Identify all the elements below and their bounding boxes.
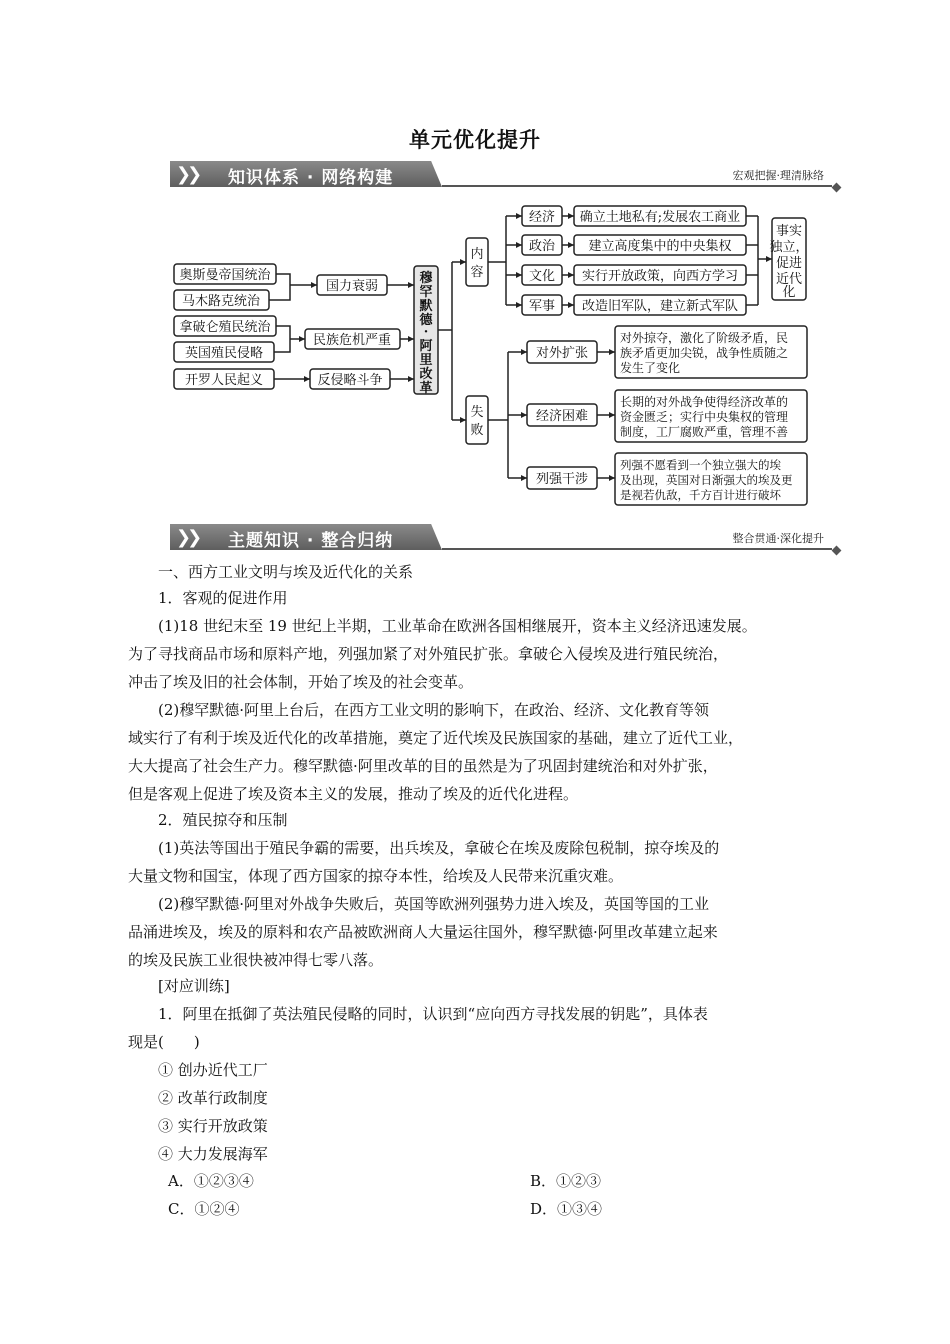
statement-item: ② 改革行政制度 bbox=[158, 1089, 268, 1107]
paragraph-line: 大量文物和国宝，体现了西方国家的掠夺本性，给埃及人民带来沉重灾难。 bbox=[128, 867, 624, 885]
center-char: 阿 bbox=[419, 339, 433, 354]
statement-item: ① 创办近代工厂 bbox=[158, 1061, 268, 1079]
banner-subtitle: 宏观把握·理清脉络 bbox=[732, 169, 824, 182]
failure-desc-line: 发生了变化 bbox=[620, 361, 681, 375]
paragraph-line: 域实行了有利于埃及近代化的改革措施，奠定了近代埃及民族国家的基础，建立了近代工业， bbox=[128, 729, 744, 747]
content-cat-military: 军事 bbox=[528, 299, 556, 314]
paragraph-line: 为了寻找商品市场和原料产地，列强加紧了对外殖民扩张。拿破仑入侵埃及进行殖民统治， bbox=[128, 645, 729, 663]
result-line: 独立， bbox=[769, 240, 809, 255]
option-a[interactable]: A．①②③④ bbox=[168, 1172, 254, 1190]
center-char: 里 bbox=[419, 353, 433, 368]
option-c[interactable]: C．①②④ bbox=[168, 1200, 240, 1218]
question-1 bbox=[128, 1000, 825, 1056]
center-char: 革 bbox=[419, 381, 433, 396]
paragraph-line: 但是客观上促进了埃及资本主义的发展，推动了埃及的近代化进程。 bbox=[128, 785, 579, 803]
failure-desc-line: 制度，工厂腐败严重，管理不善 bbox=[620, 425, 789, 439]
banner-dot: · bbox=[306, 531, 315, 551]
statement-item: ③ 实行开放政策 bbox=[158, 1117, 268, 1135]
content-desc-military: 改造旧军队，建立新式军队 bbox=[581, 299, 739, 314]
failure-desc-line: 对外掠夺，激化了阶级矛盾，民 bbox=[620, 331, 789, 345]
content-cat-economy: 经济 bbox=[528, 210, 556, 225]
failure-desc-line: 列强不愿看到一个独立强大的埃 bbox=[620, 458, 781, 472]
statement-item: ④ 大力发展海军 bbox=[158, 1145, 268, 1163]
cause-britain: 英国殖民侵略 bbox=[184, 346, 264, 361]
failure-cat-economic: 经济困难 bbox=[535, 409, 589, 424]
banner-right-text: 整合归纳 bbox=[321, 531, 394, 551]
chevron-double-right-icon: ❯❯ bbox=[176, 164, 199, 185]
option-b[interactable]: B．①②③ bbox=[530, 1172, 602, 1190]
banner-left-text: 知识体系 bbox=[228, 168, 300, 188]
cause-napoleon: 拿破仑殖民统治 bbox=[179, 320, 271, 335]
section-banner-topic-knowledge bbox=[170, 524, 840, 550]
question-line: 现是( ) bbox=[128, 1033, 200, 1051]
cause-cairo-uprising: 开罗人民起义 bbox=[184, 373, 264, 388]
result-line: 近代 bbox=[775, 272, 803, 287]
paragraph-4 bbox=[128, 890, 825, 974]
failure-desc-line: 长期的对外战争使得经济改革的 bbox=[620, 395, 789, 409]
content-label-char: 容 bbox=[470, 265, 484, 280]
training-label: [对应训练] bbox=[158, 977, 230, 995]
paragraph-3 bbox=[128, 834, 825, 890]
center-char: 穆 bbox=[419, 271, 433, 286]
content-label-char: 内 bbox=[470, 247, 484, 262]
banner-dot: · bbox=[306, 168, 315, 188]
content-desc-culture: 实行开放政策，向西方学习 bbox=[581, 269, 739, 284]
chevron-double-right-icon: ❯❯ bbox=[176, 527, 199, 548]
failure-desc-line: 及出现，英国对日渐强大的埃及更 bbox=[620, 473, 793, 487]
failure-label-char: 败 bbox=[470, 423, 484, 438]
paragraph-line: (2)穆罕默德·阿里上台后，在西方工业文明的影响下，在政治、经济、文化教育等领 bbox=[158, 701, 710, 719]
mid-decline: 国力衰弱 bbox=[325, 279, 379, 294]
failure-cat-expansion: 对外扩张 bbox=[535, 346, 589, 361]
center-char: 罕 bbox=[419, 285, 433, 300]
center-char: 改 bbox=[419, 367, 433, 382]
mid-crisis: 民族危机严重 bbox=[312, 333, 392, 348]
paragraph-1 bbox=[128, 612, 825, 696]
center-char: 默 bbox=[419, 299, 433, 314]
paragraph-line: 的埃及民族工业很快被冲得七零八落。 bbox=[128, 951, 384, 969]
paragraph-line: (2)穆罕默德·阿里对外战争失败后，英国等欧洲列强势力进入埃及，英国等国的工业 bbox=[158, 895, 710, 913]
paragraph-line: 冲击了埃及旧的社会体制，开始了埃及的社会变革。 bbox=[128, 673, 474, 691]
failure-cat-interference: 列强干涉 bbox=[535, 472, 589, 487]
paragraph-line: 品涌进埃及，埃及的原料和农产品被欧洲商人大量运往国外，穆罕默德·阿里改革建立起来 bbox=[128, 923, 718, 941]
question-line: 1．阿里在抵御了英法殖民侵略的同时，认识到“应向西方寻找发展的钥匙”，具体表 bbox=[158, 1005, 708, 1023]
failure-desc-line: 资金匮乏；实行中央集权的管理 bbox=[620, 410, 789, 424]
page-title: 单元优化提升 bbox=[409, 127, 541, 152]
content-desc-economy: 确立土地私有;发展农工商业 bbox=[579, 210, 741, 225]
paragraph-line: 大大提高了社会生产力。穆罕默德·阿里改革的目的虽然是为了巩固封建统治和对外扩张， bbox=[128, 757, 718, 775]
failure-desc-line: 族矛盾更加尖锐，战争性质随之 bbox=[620, 346, 789, 360]
center-char: · bbox=[423, 325, 429, 340]
content-cat-culture: 文化 bbox=[528, 269, 556, 284]
result-line: 促进 bbox=[775, 256, 803, 271]
cause-ottoman: 奥斯曼帝国统治 bbox=[179, 268, 271, 283]
banner-subtitle: 整合贯通·深化提升 bbox=[732, 532, 824, 545]
result-line: 事实 bbox=[775, 224, 803, 239]
center-char: 德 bbox=[419, 313, 433, 328]
failure-desc-line: 是视若仇敌，千方百计进行破坏 bbox=[620, 488, 781, 502]
option-d[interactable]: D．①③④ bbox=[530, 1200, 603, 1218]
subsection-heading: 1．客观的促进作用 bbox=[158, 589, 288, 607]
paragraph-line: (1)英法等国出于殖民争霸的需要，出兵埃及，拿破仑在埃及废除包税制，掠夺埃及的 bbox=[158, 839, 720, 857]
paragraph-line: (1)18 世纪末至 19 世纪上半期，工业革命在欧洲各国相继展开，资本主义经济迅速发展。 bbox=[158, 617, 757, 635]
result-line: 化 bbox=[782, 285, 796, 300]
cause-mamluk: 马木路克统治 bbox=[181, 294, 261, 309]
paragraph-2 bbox=[128, 696, 825, 808]
subsection-heading: 2．殖民掠夺和压制 bbox=[158, 811, 288, 829]
content-desc-politics: 建立高度集中的中央集权 bbox=[588, 239, 732, 254]
content-cat-politics: 政治 bbox=[528, 239, 556, 254]
banner-right-text: 网络构建 bbox=[321, 168, 394, 188]
knowledge-network-diagram bbox=[0, 0, 950, 530]
mid-resistance: 反侵略斗争 bbox=[317, 373, 383, 388]
failure-label-char: 失 bbox=[470, 405, 484, 420]
banner-left-text: 主题知识 bbox=[228, 531, 300, 551]
section-heading: 一、西方工业文明与埃及近代化的关系 bbox=[158, 563, 414, 581]
